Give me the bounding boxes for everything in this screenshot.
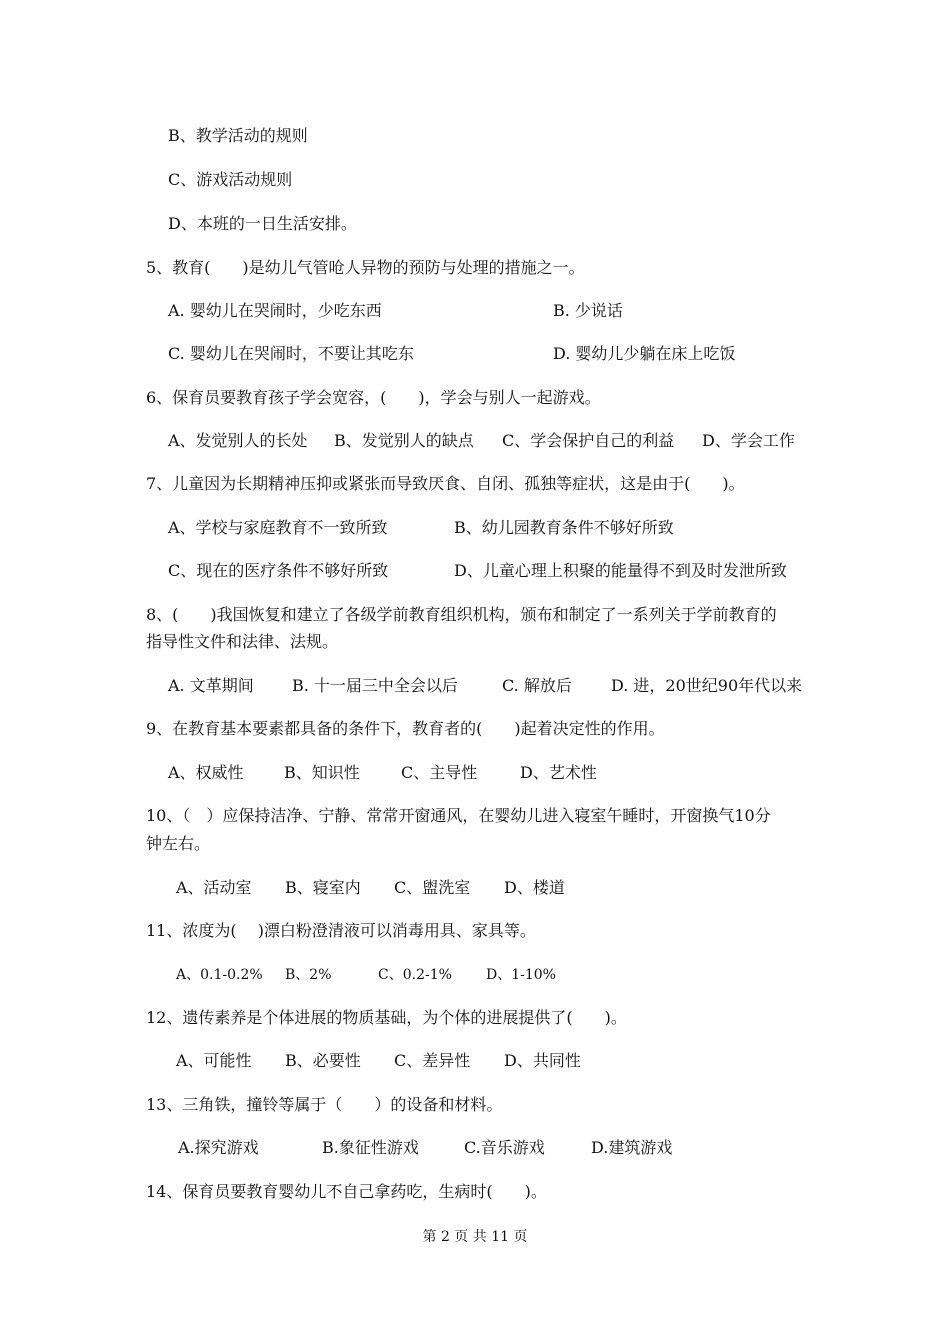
q13-option-c: C.音乐游戏 — [464, 1138, 545, 1157]
q8-stem-line1: 8、( )我国恢复和建立了各级学前教育组织机构，颁布和制定了一系列关于学前教育的 — [146, 605, 777, 624]
q7-option-d: D、儿童心理上积聚的能量得不到及时发泄所致 — [454, 561, 787, 580]
q10-option-c: C、盥洗室 — [394, 878, 471, 897]
q8-option-c: C. 解放后 — [502, 676, 572, 695]
q4-option-d: D、本班的一日生活安排。 — [168, 214, 357, 233]
q6-stem: 6、保育员要教育孩子学会宽容，( )，学会与别人一起游戏。 — [146, 388, 601, 407]
q10-option-b: B、寝室内 — [285, 878, 361, 897]
q12-option-c: C、差异性 — [394, 1051, 471, 1070]
q7-option-a: A、学校与家庭教育不一致所致 — [168, 518, 388, 537]
q5-option-c: C. 婴幼儿在哭闹时，不要让其吃东 — [168, 344, 414, 363]
q5-option-b: B. 少说话 — [553, 301, 623, 320]
q13-option-a: A.探究游戏 — [178, 1138, 259, 1157]
q11-option-c: C、0.2-1% — [378, 967, 452, 983]
q11-option-a: A、0.1-0.2% — [176, 967, 263, 983]
q7-option-c: C、现在的医疗条件不够好所致 — [168, 561, 389, 580]
q10-option-d: D、楼道 — [504, 878, 565, 897]
q9-option-b: B、知识性 — [284, 763, 360, 782]
q10-stem-line2: 钟左右。 — [146, 834, 211, 853]
q8-option-d: D. 进，20世纪90年代以来 — [611, 676, 803, 695]
q9-option-c: C、主导性 — [401, 763, 478, 782]
q7-option-b: B、幼儿园教育条件不够好所致 — [454, 518, 674, 537]
q14-stem: 14、保育员要教育婴幼儿不自己拿药吃，生病时( )。 — [146, 1182, 547, 1201]
q8-option-b: B. 十一届三中全会以后 — [292, 676, 458, 695]
q10-stem-line1: 10、（ ）应保持洁净、宁静、常常开窗通风，在婴幼儿进入寝室午睡时，开窗换气10分 — [146, 806, 771, 825]
q8-option-a: A. 文革期间 — [168, 676, 254, 695]
q7-stem: 7、儿童因为长期精神压抑或紧张而导致厌食、自闭、孤独等症状，这是由于( )。 — [146, 474, 745, 493]
q13-option-d: D.建筑游戏 — [591, 1138, 673, 1157]
q6-option-b: B、发觉别人的缺点 — [334, 431, 474, 450]
q8-stem-line2: 指导性文件和法律、法规。 — [146, 632, 339, 651]
q10-option-a: A、活动室 — [176, 878, 252, 897]
q9-option-d: D、艺术性 — [520, 763, 597, 782]
q9-stem: 9、在教育基本要素都具备的条件下，教育者的( )起着决定性的作用。 — [146, 719, 665, 738]
q4-option-b: B、教学活动的规则 — [168, 126, 308, 145]
q6-option-a: A、发觉别人的长处 — [168, 431, 308, 450]
q6-option-c: C、学会保护自己的利益 — [502, 431, 675, 450]
q12-option-a: A、可能性 — [176, 1051, 252, 1070]
q12-stem: 12、遗传素养是个体进展的物质基础，为个体的进展提供了( )。 — [146, 1008, 627, 1027]
q11-stem: 11、浓度为( )漂白粉澄清液可以消毒用具、家具等。 — [146, 921, 536, 940]
q13-option-b: B.象征性游戏 — [322, 1138, 419, 1157]
q6-option-d: D、学会工作 — [702, 431, 795, 450]
q11-option-b: B、2% — [285, 967, 332, 983]
page-footer: 第 2 页 共 11 页 — [422, 1229, 528, 1245]
q5-stem: 5、教育( )是幼儿气管呛人异物的预防与处理的措施之一。 — [146, 258, 585, 277]
q12-option-b: B、必要性 — [285, 1051, 361, 1070]
q4-option-c: C、游戏活动规则 — [168, 170, 293, 189]
q5-option-a: A. 婴幼儿在哭闹时，少吃东西 — [168, 301, 382, 320]
q12-option-d: D、共同性 — [504, 1051, 581, 1070]
q9-option-a: A、权威性 — [168, 763, 244, 782]
q11-option-d: D、1-10% — [486, 967, 556, 983]
q13-stem: 13、三角铁，撞铃等属于（ ）的设备和材料。 — [146, 1095, 503, 1114]
q5-option-d: D. 婴幼儿少躺在床上吃饭 — [553, 344, 736, 363]
